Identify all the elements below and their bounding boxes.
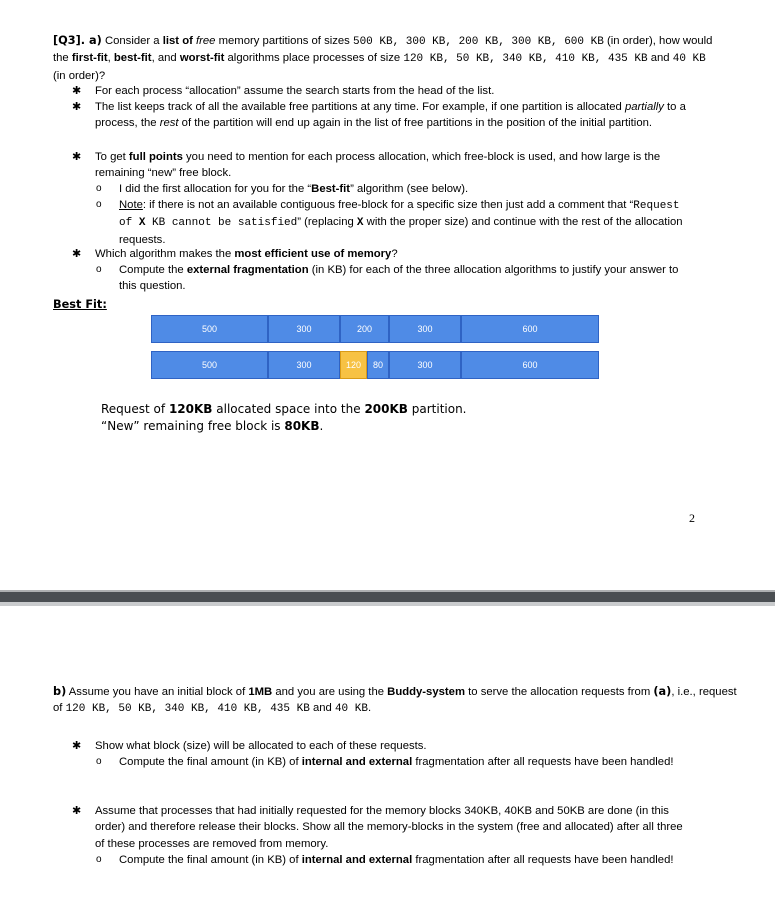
process-sizes: 120 KB, 50 KB, 340 KB, 410 KB, 435 KB [403, 53, 648, 66]
text: : if there is not an available contiguous free-block for a specific size then just add a comment that “ [142, 199, 634, 211]
memory-block: 200 [340, 315, 389, 343]
text: full points [128, 151, 183, 163]
text: to a process, the [95, 101, 686, 130]
text: with the proper size) and continue with the rest of the allocation requests. [119, 216, 683, 246]
text: Note [119, 199, 143, 211]
text: “New” remaining free block is [101, 419, 285, 433]
text: memory partitions of sizes [215, 35, 353, 47]
memory-block: 600 [461, 315, 599, 343]
partition-sizes: 500 KB, 300 KB, 200 KB, 300 KB, 600 KB [352, 36, 604, 48]
memory-block: 600 [461, 351, 599, 379]
text: ? [391, 248, 398, 260]
text: Consider a [101, 35, 163, 47]
text: Assume that processes that had initially requested for the memory blocks 340KB, 40KB and 50KB are done (in this order) and therefore release their blocks. Show all the memory-blocks in the system (free and allocated) after all three of these processes are removed from memory. [95, 805, 683, 850]
text: worst-fit [179, 52, 225, 65]
circle-bullet-icon: o [96, 756, 102, 767]
text [119, 262, 689, 295]
circle-bullet-icon: o [96, 264, 102, 275]
memory-block: 300 [389, 351, 461, 379]
memory-row-initial [151, 315, 599, 343]
memory-block: 500 [151, 315, 268, 343]
page-number: 2 [689, 511, 695, 525]
best-fit-caption [101, 401, 467, 435]
text: . [319, 419, 324, 433]
text: Compute the [119, 264, 187, 276]
text: (in order)? [53, 69, 106, 82]
q3b-intro [53, 684, 743, 718]
text: partially [624, 101, 664, 113]
text: 200KB [364, 402, 408, 416]
text: KB cannot be satisfied [145, 217, 298, 230]
text [101, 418, 467, 435]
text: you need to mention for each process allocation, which free-block is used, and how large is the remaining “new” free block. [95, 151, 661, 180]
text: best-fit [113, 52, 152, 65]
circle-bullet-icon: o [96, 183, 102, 194]
text: partition. [407, 402, 467, 416]
asterisk-bullet-icon: ✱ [72, 151, 82, 163]
text: X [356, 217, 364, 230]
text: Compute the final amount (in KB) of [119, 756, 302, 768]
text: algorithms place processes of size [224, 52, 404, 65]
text: Best-fit [311, 183, 351, 195]
text: ” (replacing [297, 216, 357, 229]
q3a-tag: [Q3]. a) [53, 34, 102, 47]
text: 120KB [168, 402, 213, 416]
text: Assume you have an initial block of [66, 686, 249, 698]
text: and you are using the [272, 686, 388, 698]
asterisk-bullet-icon: ✱ [72, 85, 82, 97]
text: fragmentation after all requests have been handled! [412, 756, 674, 768]
text: For each process “allocation” assume the search starts from the head of the list. [95, 85, 495, 97]
text: and [309, 702, 335, 715]
text [101, 401, 467, 418]
text: (in KB) for each of the three allocation algorithms to justify your answer to this question. [119, 264, 679, 293]
best-fit-label: Best Fit: [53, 298, 107, 311]
text: external fragmentation [186, 264, 309, 276]
text: fragmentation after all requests have been handled! [412, 854, 674, 866]
text: The list keeps track of all the available free partitions at any time. For example, if one partition is allocated [95, 101, 625, 113]
text: list of [162, 35, 196, 47]
text: internal and external [301, 756, 413, 768]
text: internal and external [301, 854, 413, 866]
text: 40 KB [334, 703, 368, 716]
text: free [196, 35, 216, 47]
page-separator [0, 590, 775, 606]
text: and [647, 52, 673, 65]
text [119, 754, 689, 770]
text: Request of [101, 402, 169, 416]
asterisk-bullet-icon: ✱ [72, 248, 82, 260]
text: . [367, 702, 372, 715]
text: (in order), how would the [53, 35, 713, 65]
text [95, 246, 695, 262]
q3a-intro [53, 33, 713, 84]
text: , i.e., request of [53, 686, 737, 715]
text [119, 197, 689, 248]
page-2 [0, 606, 775, 897]
text [95, 149, 695, 182]
asterisk-bullet-icon: ✱ [72, 805, 82, 817]
text: first-fit [71, 52, 108, 65]
memory-block: 300 [268, 351, 340, 379]
text: to serve the allocation requests from [465, 686, 654, 698]
text: 1MB [248, 686, 273, 698]
asterisk-bullet-icon: ✱ [72, 101, 82, 113]
text: (a) [653, 685, 672, 698]
text: ” algorithm (see below). [350, 183, 469, 195]
text: , [107, 52, 114, 65]
allocated-block: 120 [340, 351, 367, 379]
text: most efficient use of memory [234, 248, 392, 260]
circle-bullet-icon: o [96, 199, 102, 210]
text: , and [151, 52, 180, 65]
circle-bullet-icon: o [96, 854, 102, 865]
text [119, 852, 689, 868]
text: Show what block (size) will be allocated to each of these requests. [95, 740, 427, 752]
text: 80KB [284, 419, 320, 433]
text: allocated space into the [212, 402, 365, 416]
text [119, 181, 689, 197]
text: b) [53, 685, 67, 698]
memory-block: 500 [151, 351, 268, 379]
text: 120 KB, 50 KB, 340 KB, 410 KB, 435 KB [65, 703, 310, 716]
text: X [138, 217, 146, 230]
asterisk-bullet-icon: ✱ [72, 740, 82, 752]
memory-block: 80 [367, 351, 389, 379]
memory-block: 300 [268, 315, 340, 343]
text: To get [95, 151, 129, 163]
text: of the partition will end up again in the list of free partitions in the position of the initial partition. [178, 117, 653, 130]
memory-block: 300 [389, 315, 461, 343]
memory-row-after-allocation [151, 351, 599, 379]
text: I did the first allocation for you for the “ [119, 183, 312, 195]
text: Request of [119, 200, 680, 230]
text: rest [159, 117, 179, 130]
text: 40 KB [672, 53, 706, 66]
text: Which algorithm makes the [95, 248, 235, 260]
text [95, 99, 695, 132]
text: Compute the final amount (in KB) of [119, 854, 302, 866]
text: Buddy-system [387, 686, 465, 698]
